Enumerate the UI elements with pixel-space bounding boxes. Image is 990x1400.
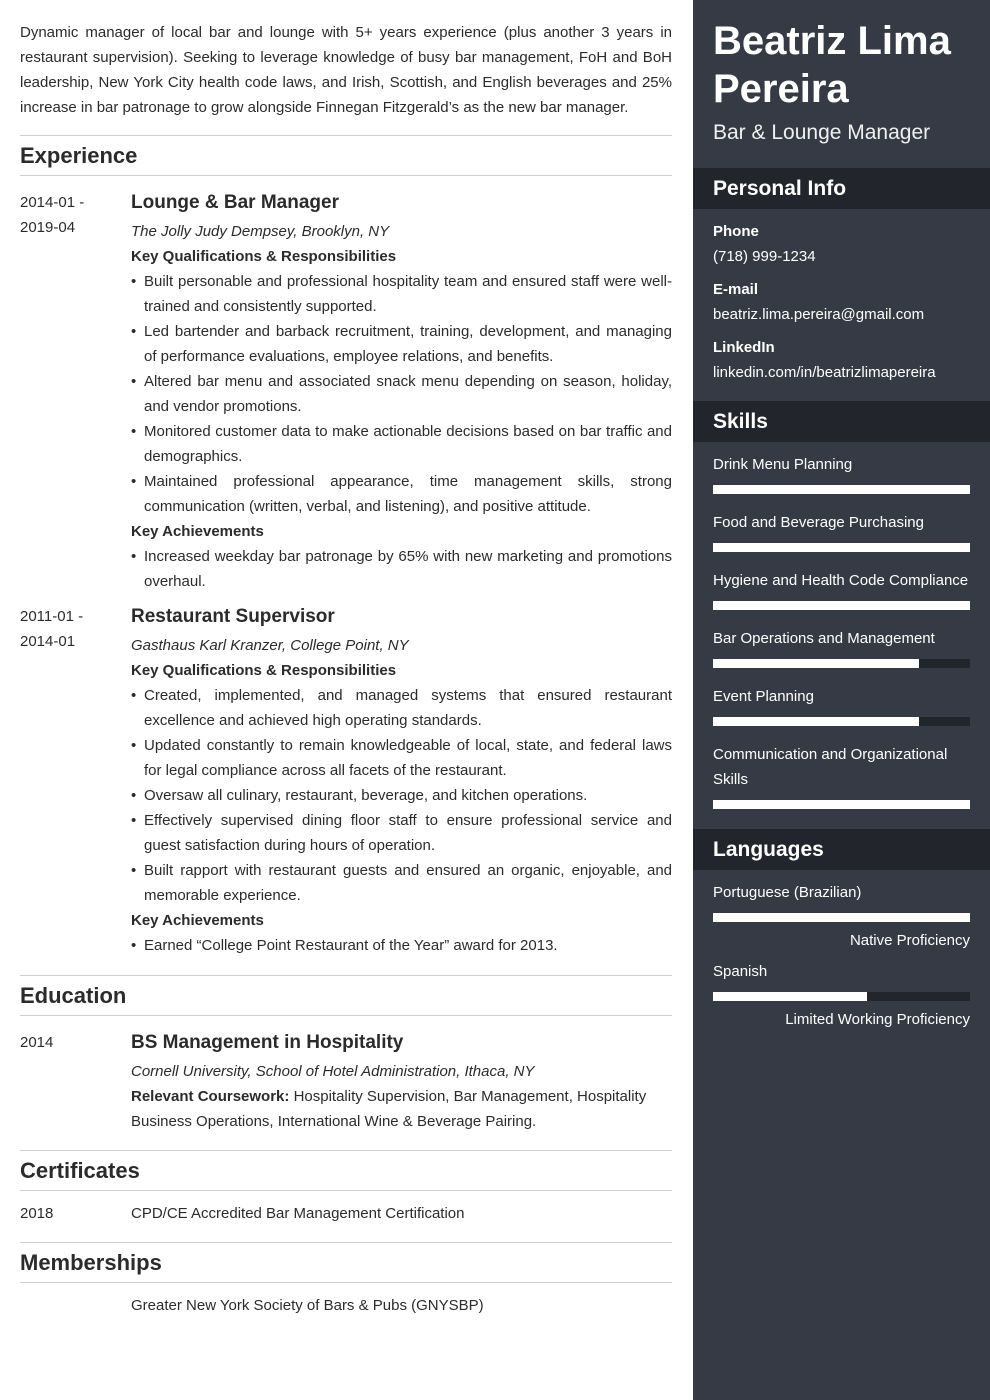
sidebar <box>693 0 990 1400</box>
language-bar <box>713 992 970 1001</box>
skill-name: Communication and Organizational Skills <box>713 746 948 788</box>
job-title: Restaurant Supervisor <box>131 606 335 627</box>
skill-bar <box>713 659 970 668</box>
candidate-name: Beatriz Lima Pereira <box>713 19 951 111</box>
education-entry <box>20 1030 672 1134</box>
responsibilities-label: Key Qualifications & Responsibilities <box>131 248 397 265</box>
experience-date <box>20 190 131 594</box>
language-bar-fill <box>713 913 970 922</box>
skill-bar-fill <box>713 543 970 552</box>
achievements-label: Key Achievements <box>131 912 264 929</box>
language-level: Limited Working Proficiency <box>785 1011 970 1028</box>
language-bar <box>713 913 970 922</box>
skill-item <box>693 452 990 494</box>
language-name: Portuguese (Brazilian) <box>713 884 862 901</box>
list-item: • Increased weekday bar patronage by 65% with new marketing and promotions overhaul. <box>131 544 672 594</box>
list-item: • Maintained professional appearance, time management skills, strong communication (written, verbal, and listening), and positive attitude. <box>131 469 672 519</box>
list-item: • Altered bar menu and associated snack menu depending on season, holiday, and vendor promotions. <box>131 369 672 419</box>
phone-value: (718) 999-1234 <box>713 248 816 265</box>
coursework-label: Relevant Coursework: <box>131 1088 290 1105</box>
experience-list <box>20 190 672 958</box>
certificate-entry <box>20 1201 672 1226</box>
certificates-section <box>20 1150 672 1226</box>
list-item: • Updated constantly to remain knowledgeable of local, state, and federal laws for legal compliance across all facets of the restaurant. <box>131 733 672 783</box>
language-item <box>693 959 990 1032</box>
certificate-name: CPD/CE Accredited Bar Management Certification <box>131 1205 465 1222</box>
personal-info <box>693 209 990 385</box>
date-start: 2011-01 - <box>20 608 84 625</box>
skill-item <box>693 626 990 668</box>
skill-bar <box>713 543 970 552</box>
section-title-education: Education <box>20 975 672 1016</box>
candidate-title: Bar & Lounge Manager <box>713 121 931 144</box>
list-item: • Built personable and professional hospitality team and ensured staff were well-trained and consistently supported. <box>131 269 672 319</box>
linkedin-value: linkedin.com/in/beatrizlimapereira <box>713 364 936 381</box>
main-column <box>20 20 672 1318</box>
achievements-list <box>131 544 672 594</box>
date-end: 2014-01 <box>20 633 76 650</box>
job-title: Lounge & Bar Manager <box>131 192 339 213</box>
achievements-label: Key Achievements <box>131 523 264 540</box>
employer: The Jolly Judy Dempsey, Brooklyn, NY <box>131 223 390 240</box>
skill-bar-fill <box>713 717 919 726</box>
membership-name: Greater New York Society of Bars & Pubs (GNYSBP) <box>131 1297 484 1314</box>
list-item: • Monitored customer data to make actionable decisions based on bar traffic and demographics. <box>131 419 672 469</box>
membership-entry <box>20 1293 672 1318</box>
email-label: E-mail <box>713 281 759 298</box>
memberships-section <box>20 1242 672 1318</box>
experience-entry <box>20 604 672 958</box>
list-item: • Created, implemented, and managed systems that ensured restaurant excellence and achieved high operating standards. <box>131 683 672 733</box>
experience-section <box>20 135 672 958</box>
skill-name: Food and Beverage Purchasing <box>713 514 924 531</box>
employer: Gasthaus Karl Kranzer, College Point, NY <box>131 637 409 654</box>
education-date: 2014 <box>20 1034 54 1051</box>
education-section <box>20 975 672 1134</box>
language-bar-fill <box>713 992 867 1001</box>
skill-name: Bar Operations and Management <box>713 630 935 647</box>
experience-entry <box>20 190 672 594</box>
education-degree: BS Management in Hospitality <box>131 1032 404 1053</box>
skill-bar <box>713 485 970 494</box>
list-item: • Led bartender and barback recruitment, training, development, and managing of performance evaluations, employee relations, and benefits. <box>131 319 672 369</box>
language-level: Native Proficiency <box>849 932 970 949</box>
linkedin-label: LinkedIn <box>713 339 775 356</box>
skill-name: Event Planning <box>713 688 814 705</box>
list-item: • Earned “College Point Restaurant of the Year” award for 2013. <box>131 933 672 958</box>
skill-item <box>693 510 990 552</box>
skill-name: Drink Menu Planning <box>713 456 853 473</box>
experience-body <box>131 190 672 594</box>
summary: Dynamic manager of local bar and lounge with 5+ years experience (plus another 3 years in restaurant supervision). Seeking to leverage knowledge of busy bar management, FoH and BoH leadership, New York City health code laws, and Irish, Scottish, and English beverages and 25% increase in bar patronage to grow alongside Finnegan Fitzgerald’s as the new bar manager. <box>20 24 672 116</box>
responsibilities-list <box>131 683 672 908</box>
date-start: 2014-01 - <box>20 194 85 211</box>
skills-list <box>693 442 990 809</box>
list-item: • Effectively supervised dining floor staff to ensure professional service and guest satisfaction during hours of operation. <box>131 808 672 858</box>
personal-info-heading: Personal Info <box>693 168 990 209</box>
email-value: beatriz.lima.pereira@gmail.com <box>713 306 925 323</box>
education-coursework <box>131 1084 672 1134</box>
skill-item <box>693 568 990 610</box>
skill-bar <box>713 717 970 726</box>
skill-bar <box>713 601 970 610</box>
skill-bar-fill <box>713 485 970 494</box>
experience-body <box>131 604 672 958</box>
responsibilities-label: Key Qualifications & Responsibilities <box>131 662 397 679</box>
section-title-memberships: Memberships <box>20 1242 672 1283</box>
languages-list <box>693 870 990 1032</box>
list-item: • Oversaw all culinary, restaurant, beverage, and kitchen operations. <box>131 783 672 808</box>
coursework-text: Hospitality Supervision, Bar Management, Hospitality Business Operations, International Wine & Beverage Pairing. <box>131 1088 647 1130</box>
list-item: • Built rapport with restaurant guests and ensured an organic, enjoyable, and memorable experience. <box>131 858 672 908</box>
skill-bar <box>713 800 970 809</box>
education-school: Cornell University, School of Hotel Administration, Ithaca, NY <box>131 1063 535 1080</box>
section-title-experience: Experience <box>20 135 672 176</box>
skill-bar-fill <box>713 659 919 668</box>
section-title-certificates: Certificates <box>20 1150 672 1191</box>
responsibilities-list <box>131 269 672 519</box>
skill-name: Hygiene and Health Code Compliance <box>713 572 969 589</box>
language-item <box>693 880 990 953</box>
skill-item <box>693 742 990 809</box>
phone-label: Phone <box>713 223 759 240</box>
skill-item <box>693 684 990 726</box>
skills-heading: Skills <box>693 401 990 442</box>
language-name: Spanish <box>713 963 768 980</box>
skill-bar-fill <box>713 800 970 809</box>
certificate-date: 2018 <box>20 1205 54 1222</box>
achievements-list <box>131 933 672 958</box>
date-end: 2019-04 <box>20 219 76 236</box>
experience-date <box>20 604 131 958</box>
skill-bar-fill <box>713 601 970 610</box>
languages-heading: Languages <box>693 829 990 870</box>
